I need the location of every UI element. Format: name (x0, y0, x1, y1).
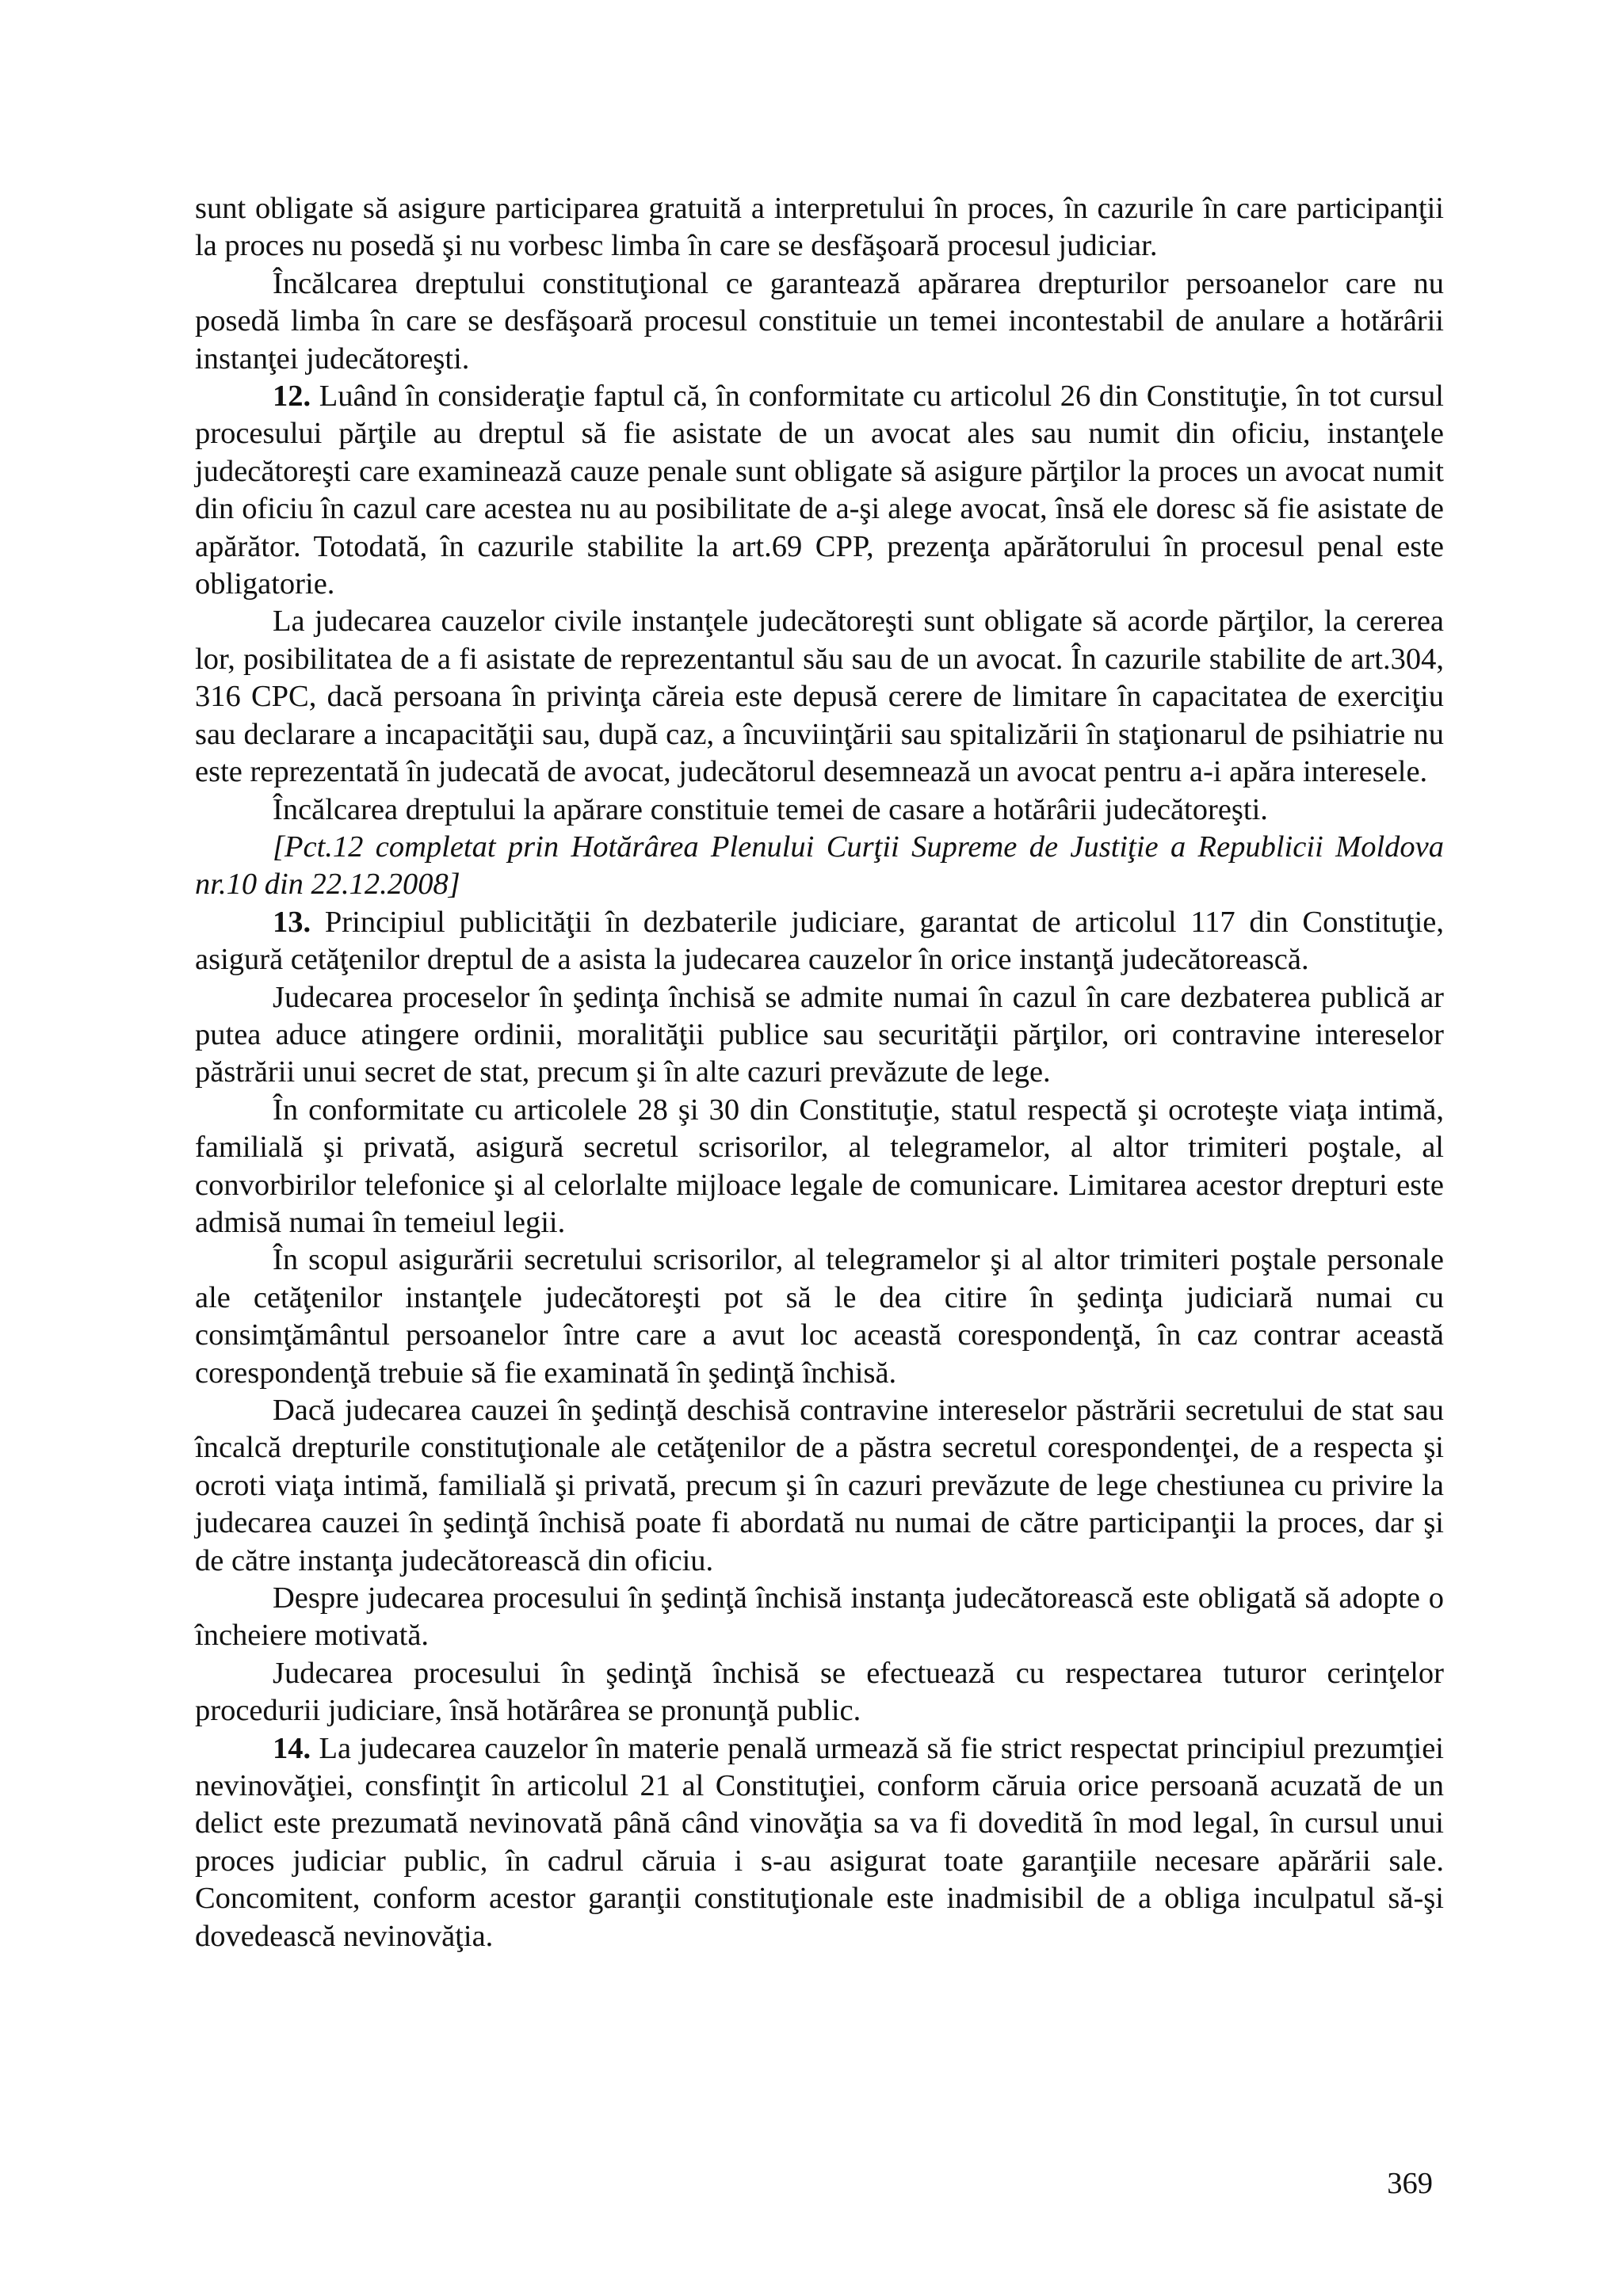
paragraph-civil-cases-defense (195, 603, 1444, 791)
paragraph-point-13 (195, 904, 1444, 979)
paragraph-text: La judecarea cauzelor civile instanţele judecătoreşti sunt obligate să acorde părţilor, la cererea lor, posibilitatea de a fi asistate de reprezentantul său sau de un avocat. În cazurile stabilite de art.304, 316 CPC, dacă persoana în privinţa căreia este depusă cerere de limitare în capacitatea de exerciţiu sau declarare a incapacităţii sau, după caz, a încuviinţării sau spitalizării în staţionarul de psihiatrie nu este reprezentată în judecată de avocat, judecătorul desemnează un avocat pentru a-i apăra interesele. (195, 605, 1444, 789)
paragraph-text: Judecarea procesului în şedinţă închisă se efectuează cu respectarea tuturor cerinţelor procedurii judiciare, însă hotărârea se pronunţă public. (195, 1656, 1444, 1728)
paragraph-text: Judecarea proceselor în şedinţa închisă se admite numai în cazul în care dezbaterea publică ar putea aduce atingere ordinii, moralităţii publice sau securităţii părţilor, ori contravine intereselor păstrării unui secret de stat, precum şi în alte cazuri prevăzute de lege. (195, 980, 1444, 1089)
paragraph-public-pronouncement (195, 1655, 1444, 1730)
paragraph-interpreter-continuation (195, 190, 1444, 265)
paragraph-text: Dacă judecarea cauzei în şedinţă deschisă contravine intereselor păstrării secretului de stat sau încalcă drepturile constituţionale ale cetăţenilor de a păstra secretul corespondenţei, de a respecta şi ocroti viaţa intimă, familială şi privată, precum şi în cazuri prevăzute de lege chestiunea cu privire la judecarea cauzei în şedinţă închisă poate fi abordată nu numai de către participanţii la proces, dar şi de către instanţa judecătorească din oficiu. (195, 1394, 1444, 1577)
amendment-note (195, 829, 1444, 904)
paragraph-text: În scopul asigurării secretului scrisorilor, al telegramelor şi al altor trimiteri poştale personale ale cetăţenilor instanţele judecătoreşti pot să le dea citire în şedinţa judiciară numai cu consimţământul persoanelor între care a avut loc această corespondenţă, în caz contrar această corespondenţă trebuie să fie examinată în şedinţă închisă. (195, 1243, 1444, 1390)
paragraph-motivated-conclusion (195, 1580, 1444, 1655)
paragraph-text: sunt obligate să asigure participarea gratuită a interpretului în proces, în cazurile în care participanţii la proces nu posedă şi nu vorbesc limba în care se desfăşoară procesul judiciar. (195, 192, 1444, 263)
paragraph-text: Principiul publicităţii în dezbaterile judiciare, garantat de articolul 117 din Constituţie, asigură cetăţenilor dreptul de a asista la judecarea cauzelor în orice instanţă judecătorească. (195, 905, 1444, 977)
paragraph-text: Luând în consideraţie faptul că, în conformitate cu articolul 26 din Constituţie, în tot cursul procesului părţile au dreptul să fie asistate de un avocat ales sau numit din oficiu, instanţele judecătoreşti care examinează cauze penale sunt obligate să asigure părţilor la proces un avocat numit din oficiu în cazul care acestea nu au posibilitate de a-şi alege avocat, însă ele doresc să fie asistate de apărător. Totodată, în cazurile stabilite la art.69 CPP, prezenţa apărătorului în procesul penal este obligatorie. (195, 379, 1444, 601)
paragraph-text: Încălcarea dreptului la apărare constituie temei de casare a hotărârii judecătoreşti. (273, 792, 1268, 826)
point-number: 12. (273, 379, 311, 414)
paragraph-point-14 (195, 1730, 1444, 1955)
paragraph-state-secret (195, 1392, 1444, 1580)
paragraph-text: Încălcarea dreptului constituţional ce garantează apărarea drepturilor persoanelor care nu posedă limba în care se desfăşoară procesul constituie un temei incontestabil de anulare a hotărârii instanţei judecătoreşti. (195, 266, 1444, 376)
paragraph-defense-violation (195, 791, 1444, 829)
page-number: 369 (1387, 2167, 1433, 2200)
paragraph-language-rights-violation (195, 265, 1444, 378)
paragraph-closed-session (195, 979, 1444, 1092)
paragraph-private-life (195, 1092, 1444, 1242)
document-body (195, 190, 1444, 1955)
paragraph-text: Despre judecarea procesului în şedinţă închisă instanţa judecătorească este obligată să adopte o încheiere motivată. (195, 1581, 1444, 1653)
paragraph-text: În conformitate cu articolele 28 şi 30 din Constituţie, statul respectă şi ocroteşte viaţa intimă, familială şi privată, asigură secretul scrisorilor, al telegramelor, al altor trimiteri poştale, al convorbirilor telefonice şi al celorlalte mijloace legale de comunicare. Limitarea acestor drepturi este admisă numai în temeiul legii. (195, 1093, 1444, 1239)
point-number: 14. (273, 1731, 311, 1765)
paragraph-text: La judecarea cauzelor în materie penală urmează să fie strict respectat principiul prezumţiei nevinovăţiei, consfinţit în articolul 21 al Constituţiei, conform căruia orice persoană acuzată de un delict este prezumată nevinovată până când vinovăţia sa va fi dovedită în mod legal, în cursul unui proces judiciar public, în cadrul căruia i s-au asigurat toate garanţiile necesare apărării sale. Concomitent, conform acestor garanţii constituţionale este inadmisibil de a obliga inculpatul să-şi dovedească nevinovăţia. (195, 1731, 1444, 1953)
paragraph-point-12 (195, 378, 1444, 603)
paragraph-correspondence-secrecy (195, 1241, 1444, 1392)
paragraph-text: [Pct.12 completat prin Hotărârea Plenului Curţii Supreme de Justiţie a Republicii Moldova nr.10 din 22.12.2008] (195, 830, 1444, 902)
point-number: 13. (273, 905, 311, 939)
